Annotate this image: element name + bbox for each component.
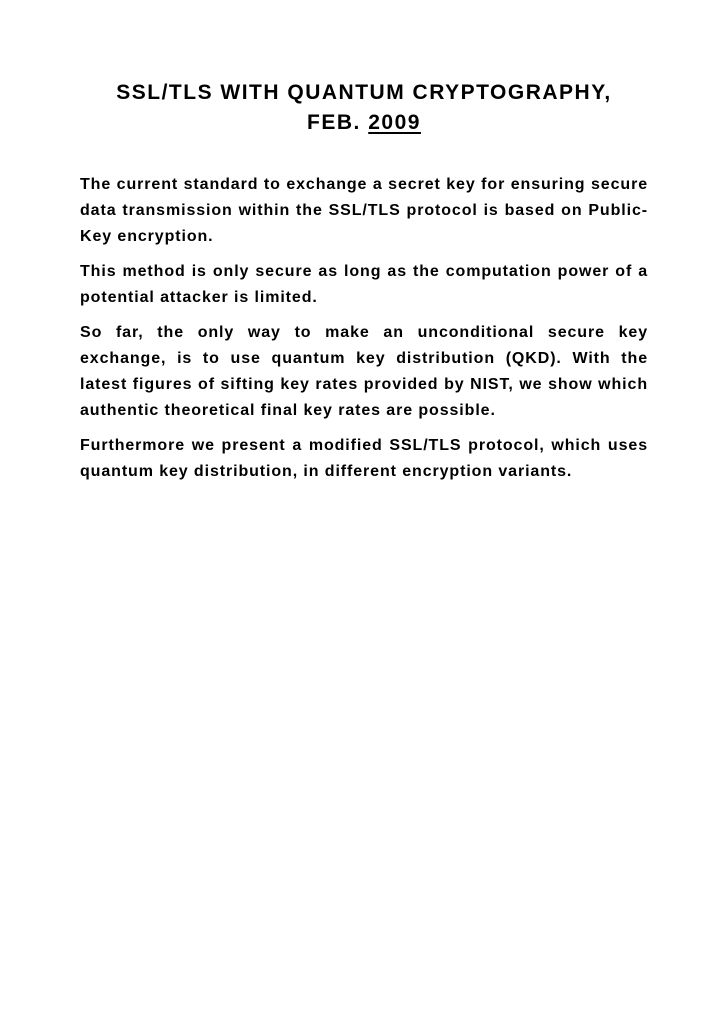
paragraph-1: The current standard to exchange a secret key for ensuring secure data transmission within the SSL/TLS protocol is based on Public-Key encryption. xyxy=(80,176,648,245)
title-date-prefix: FEB. xyxy=(307,111,369,134)
document-page xyxy=(80,78,648,494)
title-line-2 xyxy=(80,108,648,138)
paragraph-4: Furthermore we present a modified SSL/TLS protocol, which uses quantum key distribution, in different encryption variants. xyxy=(80,437,648,480)
paragraph-3: So far, the only way to make an unconditional secure key exchange, is to use quantum key distribution (QKD). With the latest figures of sifting key rates provided by NIST, we show which authentic theoretical final key rates are possible. xyxy=(80,324,648,419)
document-title xyxy=(80,78,648,138)
title-line-1: SSL/TLS WITH QUANTUM CRYPTOGRAPHY, xyxy=(116,81,612,104)
paragraph-2: This method is only secure as long as the computation power of a potential attacker is limited. xyxy=(80,263,648,306)
title-year: 2009 xyxy=(368,111,421,134)
